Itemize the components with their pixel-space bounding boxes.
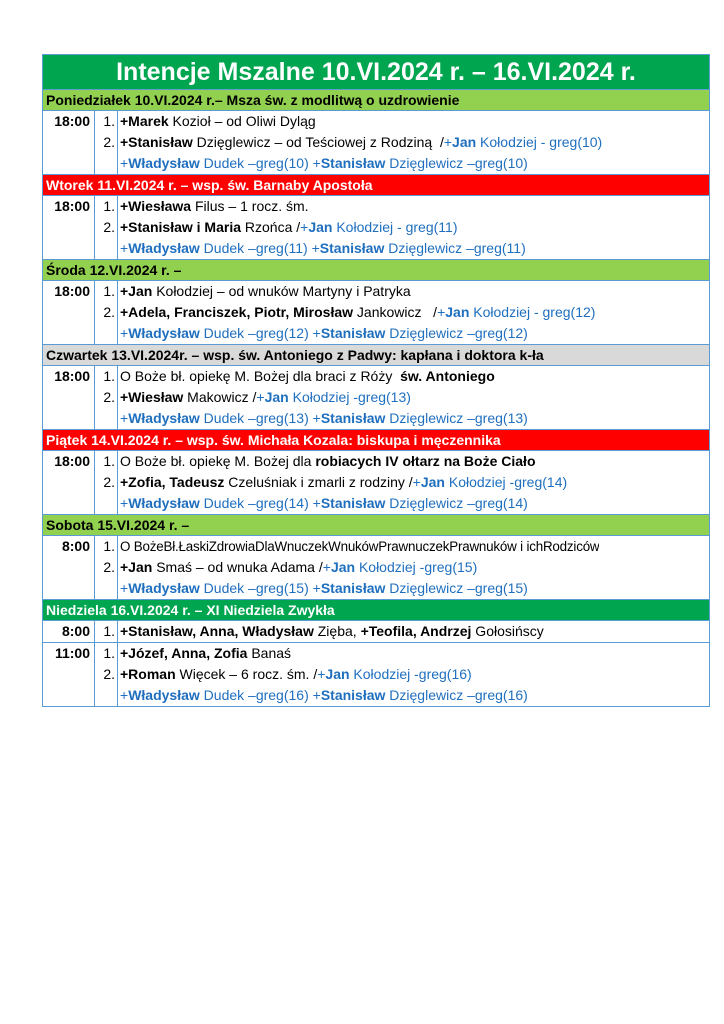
intention-segment: Władysław [128,240,200,256]
intention-lines [95,366,709,429]
intention-number: 2. [95,664,118,685]
intention-number: 2. [95,557,118,578]
intention-lines [95,536,709,599]
intention-segment: Władysław [128,155,200,171]
intention-text [118,323,528,344]
intention-segment: + [120,687,129,703]
intention-segment: Dudek –greg(15) [199,580,313,596]
intention-segment: + [120,495,129,511]
intention-number: 1. [95,196,118,217]
mass-time: 18:00 [43,111,95,174]
intention-segment: Zięba, [313,623,361,639]
intention-segment: Władysław [128,687,200,703]
intention-segment: Dzięglewicz –greg(14) [385,495,528,511]
intention-text [118,111,316,132]
intention-segment: Stanisław [320,495,386,511]
intention-number [95,493,118,514]
intention-line [95,472,709,493]
intention-segment: + [317,666,326,682]
intention-text [118,536,599,557]
intention-segment: Kołodziej - greg(12) [469,304,596,320]
intention-line [95,323,709,344]
page-title: Intencje Mszalne 10.VI.2024 r. – 16.VI.2024 r. [43,55,709,89]
intention-segment: Kozioł – od Oliwi Dyląg [168,113,316,129]
intention-segment: O BożeBł.ŁaskiZdrowiaDlaWnuczekWnukówPrawnuczekPrawnuków i ichRodziców [120,539,600,554]
intention-number: 2. [95,302,118,323]
intention-line [95,132,709,153]
intention-number: 1. [95,643,118,664]
intention-segment: + [322,559,331,575]
day-header: Niedziela 16.VI.2024 r. – XI Niedziela Zwykła [43,599,709,620]
day-header: Środa 12.VI.2024 r. – [43,259,709,280]
intention-number: 2. [95,472,118,493]
intention-text [118,302,595,323]
intention-segment: + [312,410,321,426]
intention-segment: Dudek –greg(14) [199,495,313,511]
day-header: Czwartek 13.VI.2024r. – wsp. św. Antoniego z Padwy: kapłana i doktora k-ła [43,344,709,365]
intention-line [95,578,709,599]
intention-segment: Więcek – 6 rocz. śm. / [175,666,318,682]
intention-segment: + [312,155,321,171]
intention-line [95,451,709,472]
intention-text [118,196,309,217]
intention-segment: + [120,155,129,171]
intention-line [95,111,709,132]
intention-number: 2. [95,217,118,238]
mass-time: 18:00 [43,281,95,344]
intention-text [118,493,528,514]
intention-segment: Gołosińscy [471,623,544,639]
intention-segment: Dzięglewicz – od Teściowej z Rodziną / [192,134,444,150]
intention-text [118,643,291,664]
intention-segment: +Roman [120,666,176,682]
intention-number [95,238,118,259]
intention-number [95,323,118,344]
intention-text [118,217,457,238]
intention-segment: Dudek –greg(10) [199,155,313,171]
intention-segment: Kołodziej -greg(13) [288,389,411,405]
intention-segment: +Jan [120,559,153,575]
intention-text [118,451,536,472]
intention-segment: Kołodziej - greg(10) [476,134,603,150]
intention-number [95,578,118,599]
day-header: Wtorek 11.VI.2024 r. – wsp. św. Barnaby Apostoła [43,174,709,195]
mass-time: 8:00 [43,536,95,599]
intention-lines [95,621,709,642]
intention-line [95,153,709,174]
intention-segment: Jan [420,474,445,490]
mass-time: 18:00 [43,451,95,514]
mass-time: 18:00 [43,196,95,259]
day-header: Sobota 15.VI.2024 r. – [43,514,709,535]
intention-text [118,366,495,387]
mass-slot [43,280,709,344]
intention-segment: +Adela, Franciszek, Piotr, Mirosław [120,304,354,320]
mass-slot [43,450,709,514]
day-header: Piątek 14.VI.2024 r. – wsp. św. Michała Kozala: biskupa i męczennika [43,429,709,450]
intention-text [118,664,472,685]
intention-text [118,153,528,174]
intention-segment: Jan [325,666,350,682]
intention-line [95,685,709,706]
intention-segment: O Boże bł. opiekę M. Bożej dla braci z Róży [120,368,401,384]
intention-segment: Władysław [128,495,200,511]
intention-segment: Stanisław [320,325,386,341]
intention-segment: + [312,687,321,703]
intention-line [95,536,709,557]
intention-segment: + [256,389,265,405]
intention-segment: +Teofila, Andrzej [360,623,472,639]
intention-line [95,217,709,238]
intention-segment: Jan [308,219,333,235]
intention-text [118,557,477,578]
intention-segment: Smaś – od wnuka Adama / [152,559,323,575]
intention-line [95,302,709,323]
intention-segment: +Stanisław, Anna, Władysław [120,623,314,639]
intention-segment: Dudek –greg(11) [199,240,312,256]
intention-line [95,196,709,217]
intention-segment: św. Antoniego [400,368,495,384]
intention-lines [95,643,709,706]
intention-segment: +Zofia, Tadeusz [120,474,225,490]
intention-line [95,664,709,685]
intention-segment: Władysław [128,325,200,341]
intention-text [118,621,544,642]
intention-number: 1. [95,536,118,557]
day-header: Poniedziałek 10.VI.2024 r.– Msza św. z modlitwą o uzdrowienie [43,89,709,110]
intention-segment: Czeluśniak i zmarli z rodziny / [224,474,413,490]
intention-segment: + [312,495,321,511]
intention-segment: + [120,240,129,256]
intention-line [95,238,709,259]
intention-segment: + [120,580,129,596]
mass-slot [43,535,709,599]
intention-segment: Dzięglewicz –greg(15) [385,580,528,596]
intention-segment: Rzońca / [241,219,301,235]
intention-segment: +Marek [120,113,169,129]
intention-segment: Dzięglewicz –greg(10) [385,155,528,171]
intention-lines [95,281,709,344]
intention-segment: +Stanisław [120,134,193,150]
intention-line [95,281,709,302]
intention-segment: Stanisław [320,580,386,596]
intention-segment: Jan [330,559,356,575]
intention-number: 2. [95,387,118,408]
intention-segment: Dzięglewicz –greg(12) [385,325,528,341]
intention-segment: Kołodziej – od wnuków Martyny i Patryka [152,283,411,299]
intention-text [118,387,411,408]
mass-slot [43,365,709,429]
mass-time: 18:00 [43,366,95,429]
intention-segment: Jan [452,134,477,150]
intention-segment: + [412,474,421,490]
intention-number: 1. [95,621,118,642]
intention-line [95,408,709,429]
intention-segment: O Boże bł. opiekę M. Bożej dla [120,453,316,469]
intention-number: 1. [95,451,118,472]
intention-segment: Dzięglewicz –greg(13) [385,410,528,426]
intention-segment: Stanisław [320,410,386,426]
intention-text [118,578,528,599]
intention-segment: Stanisław [320,687,386,703]
intention-segment: + [312,325,321,341]
mass-slot [43,195,709,259]
intention-lines [95,111,709,174]
intention-text [118,281,411,302]
intention-text [118,472,567,493]
intentions-table [42,54,710,707]
intention-segment: + [312,580,321,596]
intention-segment: Dzięglewicz –greg(11) [384,240,526,256]
intention-line [95,366,709,387]
intention-segment: +Wiesław [120,389,184,405]
intention-segment: Dudek –greg(16) [199,687,313,703]
intention-segment: robiacych IV ołtarz na Boże Ciało [315,453,536,469]
intention-segment: Dzięglewicz –greg(16) [385,687,528,703]
intention-segment: Jankowicz / [353,304,438,320]
intention-segment: +Wiesława [120,198,192,214]
intention-number [95,408,118,429]
intention-segment: +Stanisław i Maria [120,219,241,235]
intention-segment: Kołodziej -greg(16) [349,666,472,682]
intention-line [95,643,709,664]
mass-time: 8:00 [43,621,95,642]
intention-line [95,621,709,642]
intention-text [118,238,526,259]
intention-segment: + [443,134,453,150]
intention-segment: +Józef, Anna, Zofia [120,645,248,661]
intention-lines [95,451,709,514]
intention-segment: + [311,240,320,256]
intention-number: 1. [95,111,118,132]
intention-segment: + [437,304,446,320]
intention-segment: Banaś [247,645,292,661]
intention-segment: Kołodziej -greg(14) [444,474,568,490]
intention-segment: Kołodziej - greg(11) [332,219,458,235]
intention-number [95,685,118,706]
intention-segment: Jan [264,389,289,405]
intention-segment: Władysław [128,410,200,426]
intention-segment: + [300,219,309,235]
mass-slot [43,620,709,642]
intention-segment: + [120,325,129,341]
intention-segment: +Jan [120,283,153,299]
mass-slot [43,110,709,174]
intention-segment: Władysław [128,580,200,596]
intention-segment: Filus – 1 rocz. śm. [191,198,309,214]
mass-slot [43,642,709,706]
intention-segment: Makowicz / [183,389,257,405]
mass-time: 11:00 [43,643,95,706]
intention-text [118,408,528,429]
intention-text [118,132,602,153]
intention-segment: Stanisław [319,240,385,256]
intention-number: 2. [95,132,118,153]
intention-number: 1. [95,281,118,302]
intention-segment: Dudek –greg(13) [199,410,313,426]
intention-line [95,557,709,578]
intention-number: 1. [95,366,118,387]
intention-segment: Kołodziej -greg(15) [355,559,478,575]
intention-line [95,493,709,514]
intention-text [118,685,528,706]
intention-line [95,387,709,408]
intention-lines [95,196,709,259]
intention-number [95,153,118,174]
intention-segment: + [120,410,129,426]
intention-segment: Dudek –greg(12) [199,325,313,341]
intention-segment: Jan [445,304,470,320]
intention-segment: Stanisław [320,155,386,171]
days-container [43,89,709,706]
